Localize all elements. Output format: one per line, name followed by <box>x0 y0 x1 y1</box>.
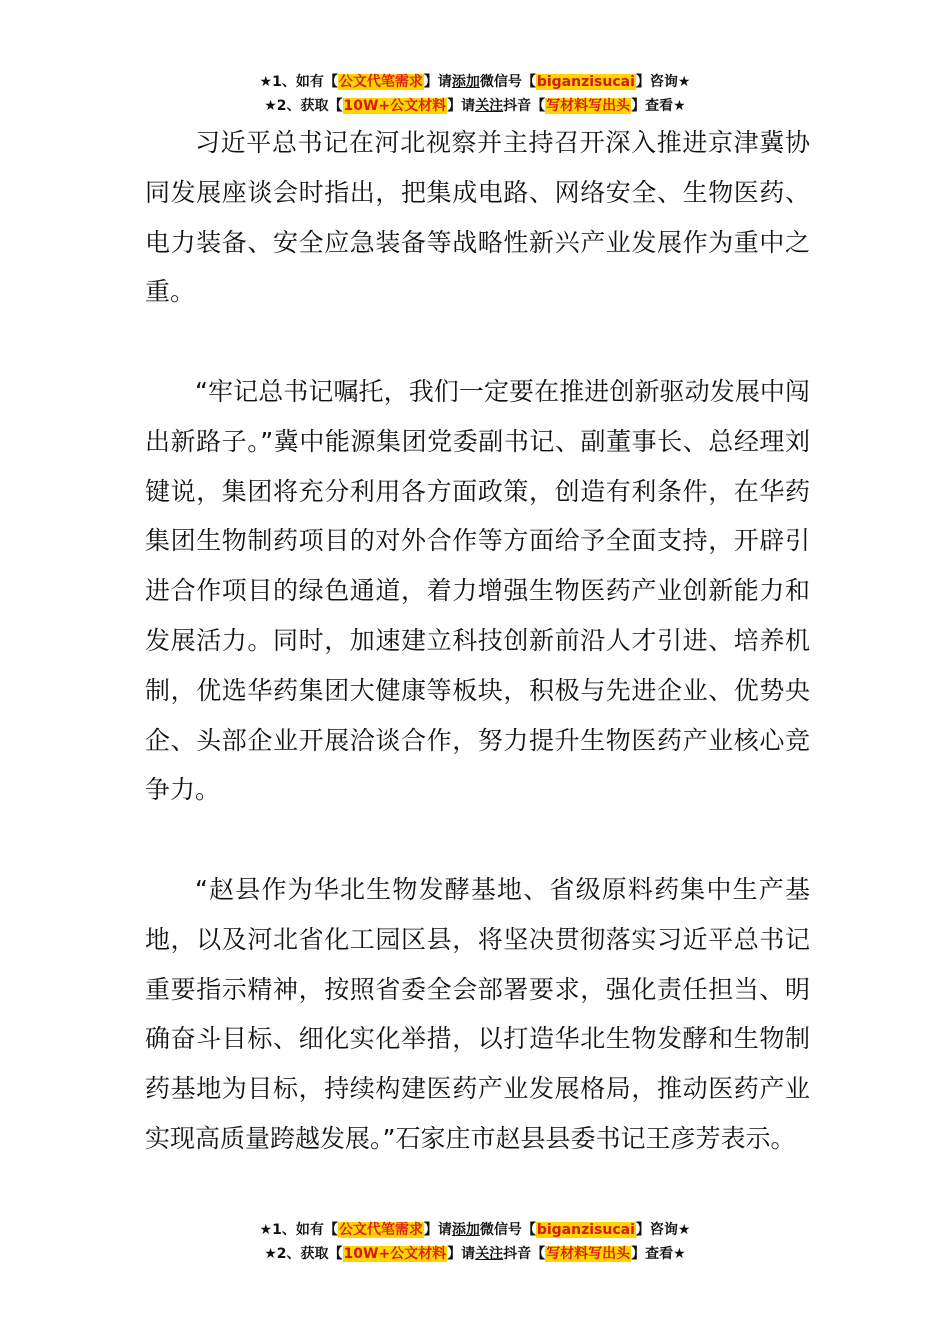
promo-text: 微信号【 <box>479 74 536 90</box>
promo-text: 】咨询★ <box>635 74 691 90</box>
promo-text: 抖音【 <box>503 1246 546 1262</box>
promo-text: 抖音【 <box>503 98 546 114</box>
promo-text: 】请 <box>423 1222 452 1238</box>
footer-promo-banner <box>0 1218 950 1266</box>
article-body <box>145 118 810 1164</box>
promo-highlight: 公文代笔需求 <box>338 1222 423 1238</box>
promo-underlined: 添加 <box>451 1222 480 1238</box>
promo-text: 】请 <box>447 1246 476 1262</box>
promo-highlight: 10W+公文材料 <box>343 98 447 114</box>
article-paragraph: “牢记总书记嘱托，我们一定要在推进创新驱动发展中闯出新路子。”冀中能源集团党委副书记、副董事长、总经理刘键说，集团将充分利用各方面政策，创造有利条件，在华药集团生物制药项目的对外合作等方面给予全面支持，开辟引进合作项目的绿色通道，着力增强生物医药产业创新能力和发展活力。同时，加速建立科技创新前沿人才引进、培养机制，优选华药集团大健康等板块，积极与先进企业、优势央企、头部企业开展洽谈合作，努力提升生物医药产业核心竞争力。 <box>145 376 810 805</box>
wechat-id-highlight: biganzisucai <box>536 1222 635 1238</box>
wechat-id-highlight: biganzisucai <box>536 74 635 90</box>
promo-text: 微信号【 <box>479 1222 536 1238</box>
promo-line-wechat <box>0 70 950 94</box>
promo-line-douyin <box>0 1242 950 1266</box>
promo-text: ★2、获取【 <box>264 98 343 114</box>
promo-text: 】咨询★ <box>635 1222 691 1238</box>
promo-text: 】请 <box>447 98 476 114</box>
promo-text: 】查看★ <box>631 1246 686 1262</box>
promo-line-wechat <box>0 1218 950 1242</box>
promo-underlined: 关注 <box>475 1246 504 1262</box>
promo-text: 】查看★ <box>631 98 686 114</box>
promo-text: 】请 <box>423 74 452 90</box>
promo-text: ★1、如有【 <box>259 74 338 90</box>
promo-line-douyin <box>0 94 950 118</box>
promo-text: ★1、如有【 <box>259 1222 338 1238</box>
promo-highlight: 10W+公文材料 <box>343 1246 447 1262</box>
article-paragraph: 习近平总书记在河北视察并主持召开深入推进京津冀协同发展座谈会时指出，把集成电路、网络安全、生物医药、电力装备、安全应急装备等战略性新兴产业发展作为重中之重。 <box>145 128 810 307</box>
promo-underlined: 关注 <box>475 98 504 114</box>
douyin-account-highlight: 写材料写出头 <box>546 1246 631 1262</box>
promo-text: ★2、获取【 <box>264 1246 343 1262</box>
douyin-account-highlight: 写材料写出头 <box>546 98 631 114</box>
header-promo-banner <box>0 70 950 118</box>
promo-highlight: 公文代笔需求 <box>338 74 423 90</box>
article-paragraph: “赵县作为华北生物发酵基地、省级原料药集中生产基地，以及河北省化工园区县，将坚决贯彻落实习近平总书记重要指示精神，按照省委全会部署要求，强化责任担当、明确奋斗目标、细化实化举措，以打造华北生物发酵和生物制药基地为目标，持续构建医药产业发展格局，推动医药产业实现高质量跨越发展。”石家庄市赵县县委书记王彦芳表示。 <box>145 874 810 1153</box>
promo-underlined: 添加 <box>451 74 480 90</box>
